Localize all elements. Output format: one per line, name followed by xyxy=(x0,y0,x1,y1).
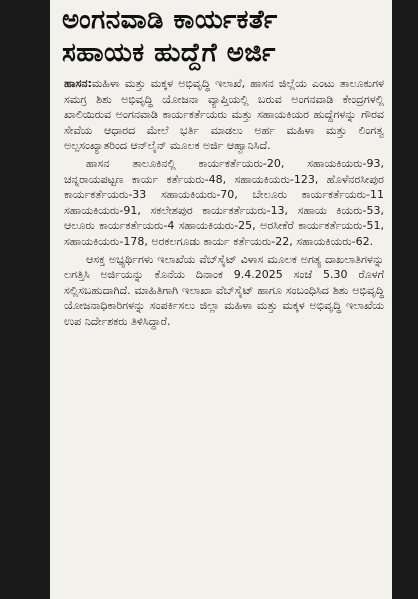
article-paragraph-2: ಹಾಸನ ತಾಲೂಕಿನಲ್ಲಿ ಕಾರ್ಯಕರ್ತೆಯರು-20, ಸಹಾಯಕಿಯರು-93, ಚನ್ನರಾಯಪಟ್ಟಣ ಕಾರ್ಯ ಕರ್ತೆಯರು-48, ಸಹಾಯಕಿಯರು-123, ಹೊಳೆನರಸೀಪುರ ಕಾರ್ಯಕರ್ತೆಯರು-33 ಸಹಾಯಕಿಯರು-70, ಬೇಲೂರು ಕಾರ್ಯಕರ್ತೆಯರು-11 ಸಹಾಯಕಿಯರು-91, ಸಕಲೇಶಪುರ ಕಾರ್ಯಕರ್ತೆಯರು-13, ಸಹಾಯ ಕಿಯರು-53, ಆಲೂರು ಕಾರ್ಯಕರ್ತೆಯರು-4 ಸಹಾಯಕಿಯರು-25, ಅರಸೀಕೆರೆ ಕಾರ್ಯಕರ್ತೆಯರು-51, ಸಹಾಯಕಿಯರು-178, ಅರಕಲಗೂಡು ಕಾರ್ಯ ಕರ್ತೆಯರು-22, ಸಹಾಯಕಿಯರು-62. xyxy=(64,156,384,248)
article-paragraph-1 xyxy=(64,76,384,154)
headline xyxy=(62,4,388,70)
paragraph-1-text: ಮಹಿಳಾ ಮತ್ತು ಮಕ್ಕಳ ಅಭಿವೃದ್ಧಿ ಇಲಾಖೆ, ಹಾಸನ ಜಿಲ್ಲೆಯ ಎಂಟು ತಾಲೂಕುಗಳ ಸಮಗ್ರ ಶಿಶು ಅಭಿವೃದ್ಧಿ ಯೋಜನಾ ವ್ಯಾಪ್ತಿಯಲ್ಲಿ ಬರುವ ಅಂಗನವಾಡಿ ಕೇಂದ್ರಗಳಲ್ಲಿ ಖಾಲಿಯಿರುವ ಅಂಗನವಾಡಿ ಕಾರ್ಯಕರ್ತೆಯರು ಮತ್ತು ಸಹಾಯಕಿಯರ ಹುದ್ದೆಗಳನ್ನು ಗೌರವ ಸೇವೆಯ ಆಧಾರದ ಮೇಲೆ ಭರ್ತಿ ಮಾಡಲು ಅರ್ಹ ಮಹಿಳಾ ಮತ್ತು ಲಿಂಗತ್ವ ಅಲ್ಪಸಂಖ್ಯಾತರಿಂದ ಆನ್‌ಲೈನ್ ಮೂಲಕ ಅರ್ಜಿ ಆಹ್ವಾನಿಸಿದೆ. xyxy=(64,77,384,153)
dateline: ಹಾಸನ: xyxy=(64,77,92,90)
headline-line-1: ಅಂಗನವಾಡಿ ಕಾರ್ಯಕರ್ತೆ xyxy=(62,5,278,35)
article-body xyxy=(64,76,384,330)
newspaper-clipping xyxy=(50,0,392,599)
article-paragraph-3: ಆಸಕ್ತ ಅಭ್ಯರ್ಥಿಗಳು ಇಲಾಖೆಯ ವೆಬ್‌ಸೈಟ್ ವಿಳಾಸ ಮೂಲಕ ಅಗತ್ಯ ದಾಖಲಾತಿಗಳನ್ನು ಲಗತ್ತಿಸಿ ಅರ್ಜಿಯನ್ನು ಕೊನೆಯ ದಿನಾಂಕ 9.4.2025 ಸಂಜೆ 5.30 ರೊಳಗೆ ಸಲ್ಲಿಸಬಹುದಾಗಿದೆ. ಮಾಹಿತಿಗಾಗಿ ಇಲಾಖಾ ವೆಬ್‌ಸೈಟ್ ಹಾಗೂ ಸಂಬಂಧಿಸಿದ ಶಿಶು ಅಭಿವೃದ್ಧಿ ಯೋಜನಾಧಿಕಾರಿಗಳನ್ನು ಸಂಪರ್ಕಿಸಲು ಜಿಲ್ಲಾ ಮಹಿಳಾ ಮತ್ತು ಮಕ್ಕಳ ಅಭಿವೃದ್ಧಿ ಇಲಾಖೆಯ ಉಪ ನಿರ್ದೇಶಕರು ತಿಳಿಸಿದ್ದಾರೆ. xyxy=(64,252,384,328)
headline-line-2: ಸಹಾಯಕ ಹುದ್ದೆಗೆ ಅರ್ಜಿ xyxy=(62,38,276,68)
